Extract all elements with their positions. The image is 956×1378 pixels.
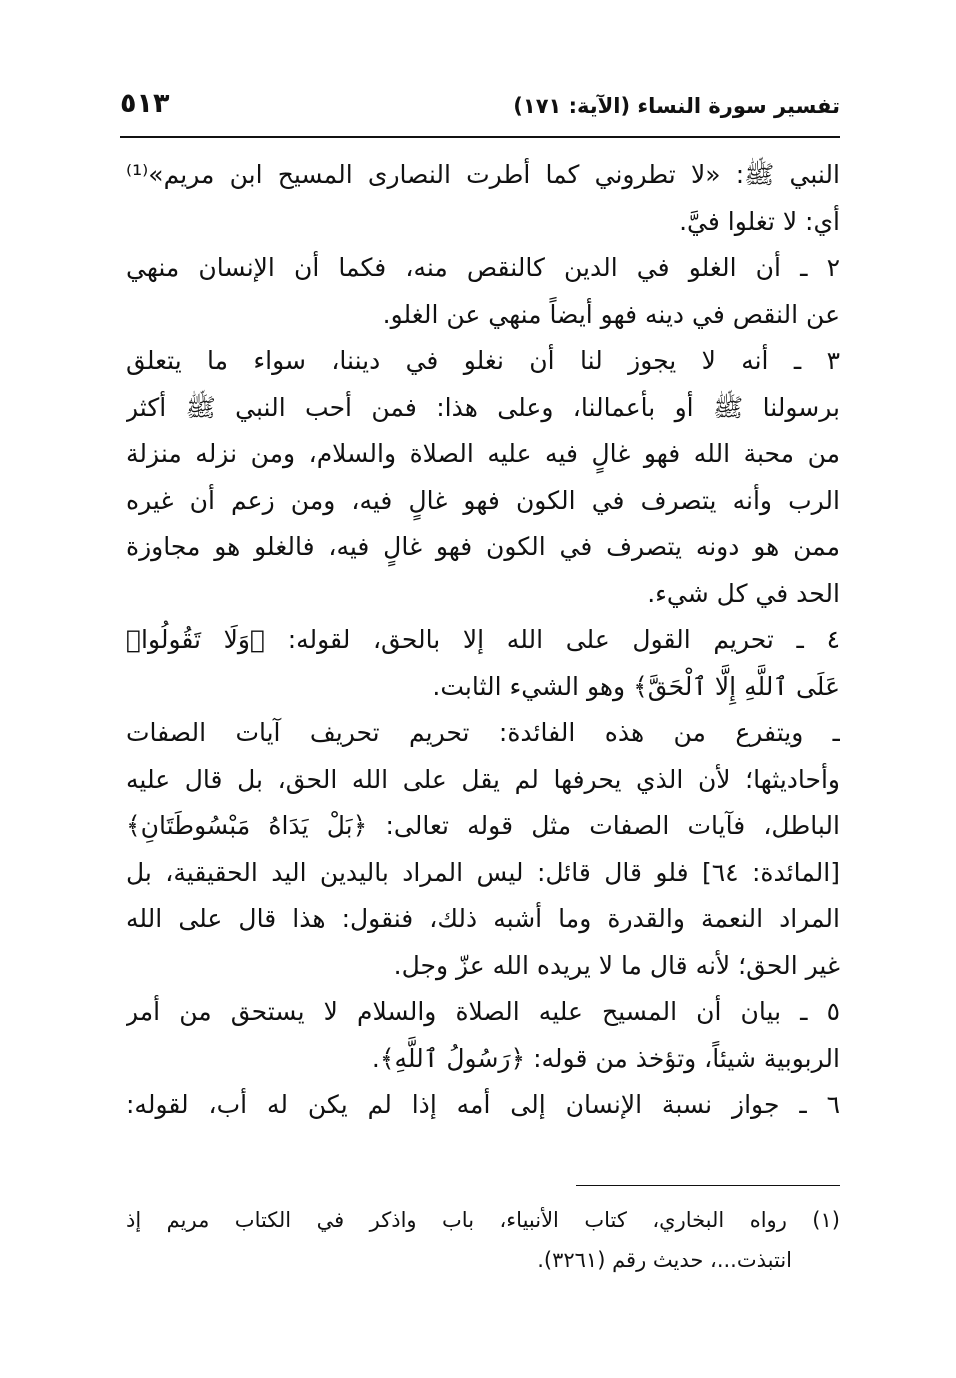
text-line: أي: لا تغلوا فيَّ. <box>679 206 840 236</box>
text-line: من محبة الله فهو غالٍ فيه عليه الصلاة والسلام، ومن نزله منزلة <box>126 439 840 468</box>
text-line: ٤ ـ تحريم القول على الله إلا بالحق، لقوله: ﴿وَلَا تَقُولُوا۟ <box>126 625 840 654</box>
footnote-line: انتبذت...، حديث رقم (٣٢٦١). <box>537 1248 792 1272</box>
text-line: عَلَى ٱللَّهِ إِلَّا ٱلْحَقَّ﴾ وهو الشيء الثابت. <box>432 671 840 701</box>
running-title: تفسير سورة النساء (الآية: ١٧١) <box>513 94 840 118</box>
text-line: النبي ﷺ: «لا تطروني كما أطرت النصارى المسيح ابن مريم»⁽¹⁾ <box>126 160 840 189</box>
footnotes <box>126 1200 840 1280</box>
text-line: ممن هو دونه يتصرف في الكون فهو غالٍ فيه، فالغلو هو مجاوزة <box>126 532 840 561</box>
text-line: ٦ ـ جواز نسبة الإنسان إلى أمه إذا لم يكن له أب، لقوله: <box>126 1090 840 1119</box>
text-line: عن النقص في دينه فهو أيضاً منهي عن الغلو. <box>382 299 840 329</box>
page-header <box>118 88 840 128</box>
header-rule <box>120 136 840 138</box>
text-line: وأحاديثها؛ لأن الذي يحرفها لم يقل على الله الحق، بل قال عليه <box>126 764 840 794</box>
text-line: ٣ ـ أنه لا يجوز لنا أن نغلو في ديننا، سواء ما يتعلق <box>126 346 840 375</box>
text-line: ٥ ـ بيان أن المسيح عليه الصلاة والسلام لا يستحق من أمر <box>126 997 840 1026</box>
text-line: برسولنا ﷺ أو بأعمالنا، وعلى هذا: فمن أحب النبي ﷺ أكثر <box>126 392 840 422</box>
text-line: ٢ ـ أن الغلو في الدين كالنقص منه، فكما أن الإنسان منهي <box>126 253 840 282</box>
text-line: غير الحق؛ لأنه قال ما لا يريده الله عزّ وجل. <box>393 950 840 980</box>
footnote-line: (١) رواه البخاري، كتاب الأنبياء، باب واذكر في الكتاب مريم إذ <box>126 1208 840 1232</box>
text-line: ـ ويتفرع من هذه الفائدة: تحريم تحريف آيات الصفات <box>126 718 840 747</box>
footnote-rule <box>576 1185 840 1186</box>
page-number: ٥١٣ <box>120 88 170 119</box>
text-line: الحد في كل شيء. <box>647 578 840 608</box>
text-line: المراد النعمة والقدرة وما أشبه ذلك، فنقول: هذا قال على الله <box>126 904 840 933</box>
body-text <box>126 152 840 1129</box>
text-line: الرب وأنه يتصرف في الكون فهو غالٍ فيه، ومن زعم أن غيره <box>126 485 840 515</box>
text-line: الباطل، فآيات الصفات مثل قوله تعالى: ﴿بَلْ يَدَاهُ مَبْسُوطَتَانِ﴾ <box>126 811 840 840</box>
text-line: الربوبية شيئاً، وتؤخذ من قوله: ﴿رَسُولُ ٱللَّهِ﴾. <box>371 1043 840 1073</box>
text-line: [المائدة: ٦٤] فلو قال قائل: ليس المراد باليدين اليد الحقيقية، بل <box>126 857 840 887</box>
